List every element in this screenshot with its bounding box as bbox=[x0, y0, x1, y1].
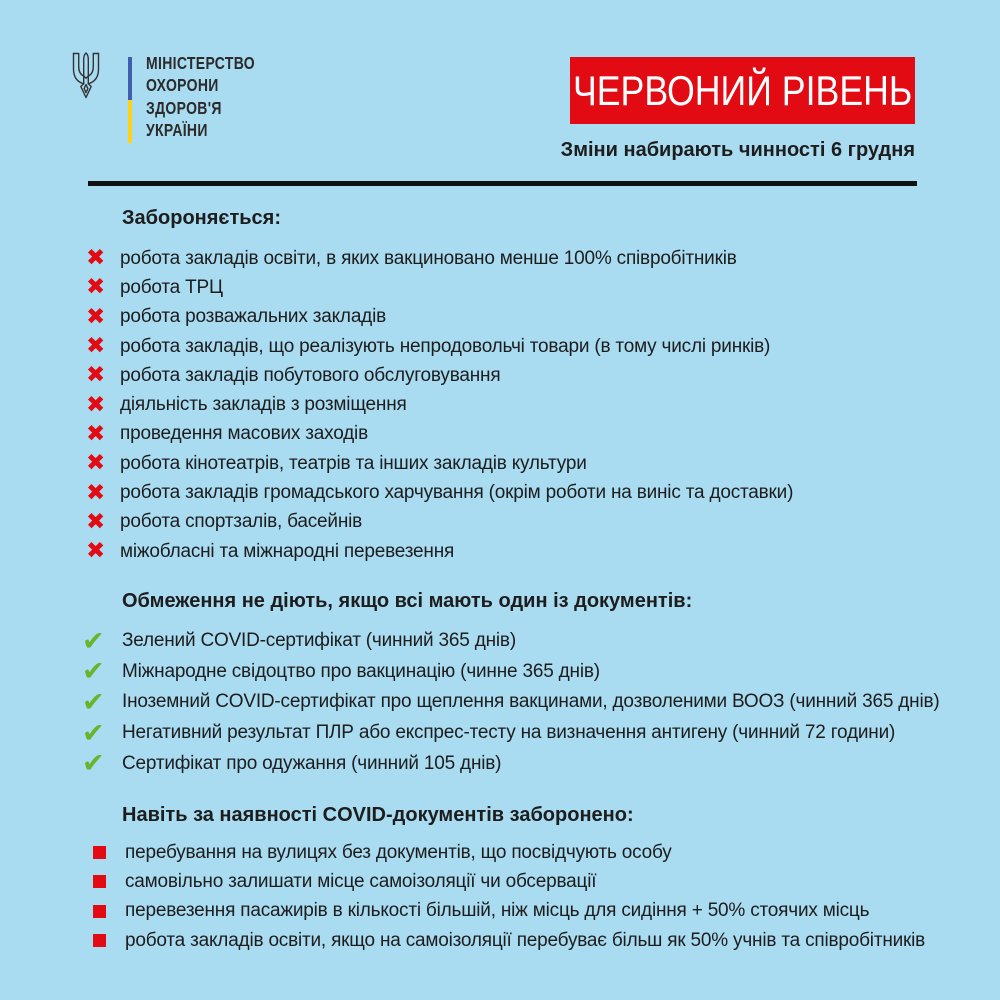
cross-icon: ✖ bbox=[86, 245, 106, 272]
list-item-text: робота ТРЦ bbox=[120, 276, 223, 298]
square-bullet-icon bbox=[90, 905, 125, 918]
list-item-text: Негативний результат ПЛР або експрес-тесту на визначення антигену (чинний 72 години) bbox=[122, 722, 896, 744]
flag-bar-yellow bbox=[128, 100, 132, 143]
documents-list bbox=[82, 626, 940, 779]
flag-bar bbox=[128, 57, 132, 143]
list-item bbox=[86, 303, 793, 332]
ministry-name-line: ЗДОРОВ'Я bbox=[146, 97, 222, 118]
cross-icon: ✖ bbox=[86, 333, 106, 360]
check-icon: ✔ bbox=[82, 625, 105, 657]
square-bullet-icon bbox=[90, 934, 125, 947]
check-icon: ✔ bbox=[82, 686, 105, 718]
effective-date-note: Зміни набирають чинності 6 грудня bbox=[560, 139, 915, 161]
cross-icon: ✖ bbox=[86, 479, 106, 506]
list-item bbox=[86, 332, 793, 361]
list-item bbox=[86, 361, 793, 390]
alert-level-title: ЧЕРВОНИЙ РІВЕНЬ bbox=[572, 66, 913, 114]
list-item bbox=[82, 657, 940, 688]
list-item bbox=[90, 926, 925, 955]
list-item-text: міжобласні та міжнародні перевезення bbox=[120, 540, 455, 562]
cross-icon: ✖ bbox=[86, 538, 106, 565]
check-icon: ✔ bbox=[82, 717, 105, 749]
ministry-name-line: УКРАЇНИ bbox=[146, 120, 208, 141]
cross-icon: ✖ bbox=[86, 508, 106, 535]
list-item-text: самовільно залишати місце самоізоляції чи обсервації bbox=[125, 870, 597, 892]
cross-icon: ✖ bbox=[86, 391, 106, 418]
list-item bbox=[86, 273, 793, 302]
list-item bbox=[86, 478, 793, 507]
list-item bbox=[86, 537, 793, 566]
list-item-text: Сертифікат про одужання (чинний 105 днів) bbox=[122, 752, 502, 774]
list-item bbox=[86, 420, 793, 449]
tryzub-icon bbox=[70, 52, 102, 104]
list-item-text: Іноземний COVID-сертифікат про щеплення вакцинами, дозволеними ВООЗ (чинний 365 днів) bbox=[122, 691, 940, 713]
list-item bbox=[86, 508, 793, 537]
divider-line bbox=[88, 181, 917, 186]
cross-icon: ✖ bbox=[86, 450, 106, 477]
section-heading-even-with-docs: Навіть за наявності COVID-документів заборонено: bbox=[122, 804, 634, 826]
list-item-text: робота кінотеатрів, театрів та інших закладів культури bbox=[120, 452, 587, 474]
list-item-text: перебування на вулицях без документів, що посвідчують особу bbox=[125, 841, 672, 863]
section-heading-prohibited: Забороняється: bbox=[122, 207, 281, 229]
list-item-text: робота розважальних закладів bbox=[120, 306, 386, 328]
cross-icon: ✖ bbox=[86, 303, 106, 330]
list-item bbox=[90, 867, 925, 896]
list-item-text: робота спортзалів, басейнів bbox=[120, 511, 363, 533]
list-item-text: діяльність закладів з розміщення bbox=[120, 394, 407, 416]
flag-bar-blue bbox=[128, 57, 132, 100]
list-item bbox=[86, 449, 793, 478]
check-icon: ✔ bbox=[82, 656, 105, 688]
square-bullet-icon bbox=[90, 846, 125, 859]
list-item bbox=[86, 244, 793, 273]
list-item bbox=[90, 838, 925, 867]
list-item-text: робота закладів, що реалізують непродовольчі товари (в тому числі ринків) bbox=[120, 335, 771, 357]
check-icon: ✔ bbox=[82, 748, 105, 780]
ministry-name-line: МІНІСТЕРСТВО bbox=[146, 53, 255, 73]
alert-level-banner bbox=[570, 57, 915, 124]
prohibited-list bbox=[86, 244, 793, 566]
list-item-text: робота закладів освіти, в яких вакциновано менше 100% співробітників bbox=[120, 247, 737, 269]
even-with-docs-list bbox=[90, 838, 925, 955]
ministry-name-line: ОХОРОНИ bbox=[146, 75, 219, 96]
list-item-text: робота закладів громадського харчування (окрім роботи на виніс та доставки) bbox=[120, 482, 794, 504]
list-item-text: проведення масових заходів bbox=[120, 423, 368, 445]
cross-icon: ✖ bbox=[86, 274, 106, 301]
list-item-text: Зелений COVID-сертифікат (чинний 365 днів) bbox=[122, 630, 516, 652]
list-item bbox=[90, 897, 925, 926]
list-item-text: робота закладів побутового обслуговування bbox=[120, 364, 501, 386]
list-item bbox=[82, 718, 940, 749]
ministry-name bbox=[146, 52, 255, 142]
cross-icon: ✖ bbox=[86, 420, 106, 447]
cross-icon: ✖ bbox=[86, 362, 106, 389]
square-bullet-icon bbox=[90, 875, 125, 888]
list-item bbox=[82, 626, 940, 657]
list-item bbox=[86, 390, 793, 419]
list-item bbox=[82, 748, 940, 779]
list-item-text: перевезення пасажирів в кількості більшій, ніж місць для сидіння + 50% стоячих місць bbox=[125, 900, 870, 922]
list-item bbox=[82, 687, 940, 718]
section-heading-documents: Обмеження не діють, якщо всі мають один із документів: bbox=[122, 590, 693, 612]
list-item-text: робота закладів освіти, якщо на самоізоляції перебуває більш як 50% учнів та співробітників bbox=[125, 929, 926, 951]
list-item-text: Міжнародне свідоцтво про вакцинацію (чинне 365 днів) bbox=[122, 660, 600, 682]
